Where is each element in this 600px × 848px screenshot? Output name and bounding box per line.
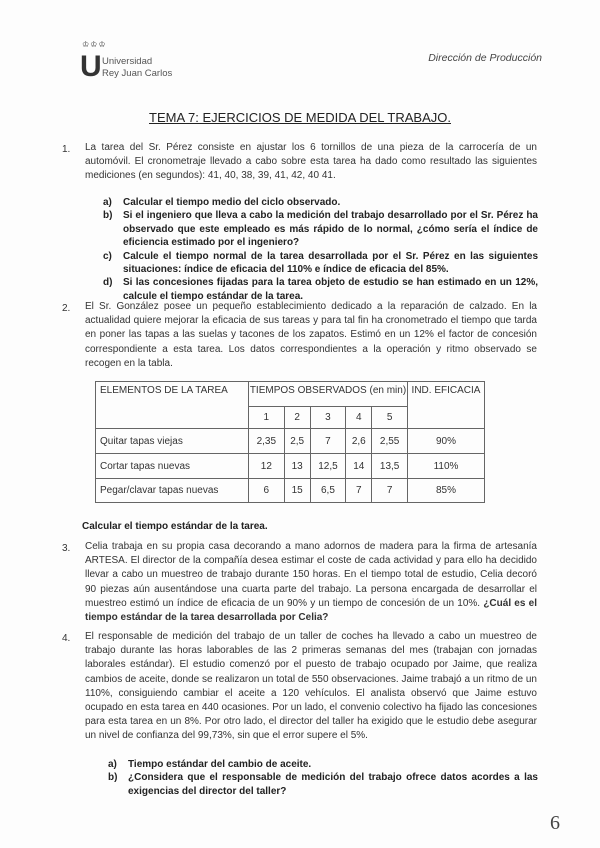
time-cell: 7 (346, 479, 372, 503)
exercise-4-text: El responsable de medición del trabajo de un taller de coches ha llevado a cabo un muestreo de trabajo durante las horas laborables de las 2 primeras semanas del mes (trabajan con jornadas laborales estándar). El estudio comenzó por el puesto de trabajo ocupado por Jaime, que realiza cambios de aceite, donde se realizaron un total de 550 observaciones. Jaime trabajó a un ritmo de un 110%, consiguiendo cambiar el aceite a 120 vehículos. El analista observó que Jaime estuvo ocupado en esta tarea en 440 ocasiones. Por un lado, el convenio colectivo ha fijado las concesiones para esta tarea en un 8%. Por otro lado, el director del taller ha exigido que le estudio debe asegurar un nivel de confianza del 99,73%, sin que el error supere el 5%. (85, 631, 537, 742)
exercise-1-questions (103, 196, 538, 303)
exercise-2-text: El Sr. González posee un pequeño establecimiento dedicado a la reparación de calzado. En la actualidad quiere mejorar la eficacia de sus tareas y para tal fin ha cronometrado el tiempo que tarda en poner las tapas a las suelas y tacones de los zapatos. Estimó en un 12% el factor de concesión correspondiente a esta tarea. Los datos correspondientes a la operación y ritmo observado se recogen en la tabla. (85, 301, 537, 369)
header-times: TIEMPOS OBSERVADOS (en min) (249, 382, 408, 407)
time-cell: 7 (372, 479, 408, 503)
time-header: 3 (310, 407, 346, 429)
exercise-3-paragraph (85, 540, 537, 625)
exercise-4-number: 4. (62, 633, 71, 644)
exercise-3-number: 3. (62, 543, 71, 554)
question-text: ¿Considera que el responsable de medición del trabajo ofrece datos acordes a las exigencias del director del taller? (128, 772, 538, 797)
efficiency-cell: 110% (408, 454, 485, 479)
university-name (102, 56, 172, 80)
question-text: Tiempo estándar del cambio de aceite. (128, 759, 312, 770)
time-cell: 14 (346, 454, 372, 479)
table-row (96, 479, 485, 503)
question-label: d) (103, 277, 113, 289)
question-label: a) (108, 759, 117, 770)
exercise-1-text: La tarea del Sr. Pérez consiste en ajustar los 6 tornillos de una pieza de la carrocería de un automóvil. El cronometraje llevado a cabo sobre esta tarea ha dado como resultado las siguientes mediciones (en segundos): 41, 40, 38, 39, 41, 42, 40 41. (85, 142, 537, 182)
university-logo: U (80, 50, 102, 83)
time-cell: 12 (249, 454, 285, 479)
page-number: 6 (550, 812, 560, 834)
time-cell: 15 (284, 479, 310, 503)
table-row (96, 429, 485, 454)
time-header: 2 (284, 407, 310, 429)
time-cell: 2,35 (249, 429, 285, 454)
exercise-4-questions (108, 758, 538, 798)
time-header: 4 (346, 407, 372, 429)
exercise-3-text: Celia trabaja en su propia casa decorando a mano adornos de madera para la firma de artesanía ARTESA. El director de la compañía desea estimar el coste de cada actividad y para ello ha decidido llevar a cabo un muestreo de trabajo durante 150 horas. En el tiempo total de estudio, Celia decoró 90 piezas aún ausentándose una cuarta parte del trabajo. La persona encargada de desarrollar el muestreo estimó un índice de eficacia de un 90% y un tiempo de concesión de un 10%. (85, 541, 537, 609)
question-item (108, 771, 538, 798)
header-elements: ELEMENTOS DE LA TAREA (96, 382, 249, 429)
exercise-2-number: 2. (62, 303, 71, 314)
time-cell: 13,5 (372, 454, 408, 479)
exercise-2-question: Calcular el tiempo estándar de la tarea. (82, 521, 268, 532)
university-line-1: Universidad (102, 56, 153, 67)
task-times-table (95, 381, 485, 503)
question-item (108, 758, 538, 771)
department-header: Dirección de Producción (428, 52, 542, 64)
time-header: 1 (249, 407, 285, 429)
exercise-3-question: ¿Cuál es el tiempo estándar de la tarea desarrollada por Celia? (85, 597, 537, 624)
table-row (96, 454, 485, 479)
university-line-2: Rey Juan Carlos (102, 68, 173, 79)
header-efficiency: IND. EFICACIA (408, 382, 485, 429)
question-item (103, 196, 538, 209)
logo-crown-icon: ♔♔♔ (82, 40, 107, 49)
question-label: a) (103, 197, 112, 208)
time-cell: 6,5 (310, 479, 346, 503)
time-cell: 6 (249, 479, 285, 503)
question-item (103, 250, 538, 277)
time-cell: 13 (284, 454, 310, 479)
time-cell: 2,55 (372, 429, 408, 454)
time-cell: 7 (310, 429, 346, 454)
page-title: TEMA 7: EJERCICIOS DE MEDIDA DEL TRABAJO. (149, 110, 451, 125)
time-header: 5 (372, 407, 408, 429)
question-text: Calcular el tiempo medio del ciclo observado. (123, 197, 341, 208)
question-text: Calcule el tiempo normal de la tarea desarrollada por el Sr. Pérez en las siguientes situaciones: índice de eficacia del 110% e índice de eficacia del 85%. (123, 250, 538, 276)
question-text: Si el ingeniero que lleva a cabo la medición del trabajo desarrollado por el Sr. Pérez ha observado que este empleado es más rápido de lo normal, ¿cómo sería el índice de eficiencia estimado por el ingeniero? (123, 210, 538, 249)
efficiency-cell: 85% (408, 479, 485, 503)
time-cell: 2,6 (346, 429, 372, 454)
efficiency-cell: 90% (408, 429, 485, 454)
element-cell: Cortar tapas nuevas (96, 454, 249, 479)
exercise-1-number: 1. (62, 144, 71, 155)
question-label: b) (103, 210, 113, 222)
element-cell: Pegar/clavar tapas nuevas (96, 479, 249, 503)
element-cell: Quitar tapas viejas (96, 429, 249, 454)
question-label: c) (103, 250, 112, 262)
time-cell: 12,5 (310, 454, 346, 479)
question-item (103, 209, 538, 249)
time-cell: 2,5 (284, 429, 310, 454)
question-label: b) (108, 772, 118, 784)
question-text: Si las concesiones fijadas para la tarea objeto de estudio se han estimado en un 12%, calcule el tiempo estándar de la tarea. (123, 277, 538, 302)
